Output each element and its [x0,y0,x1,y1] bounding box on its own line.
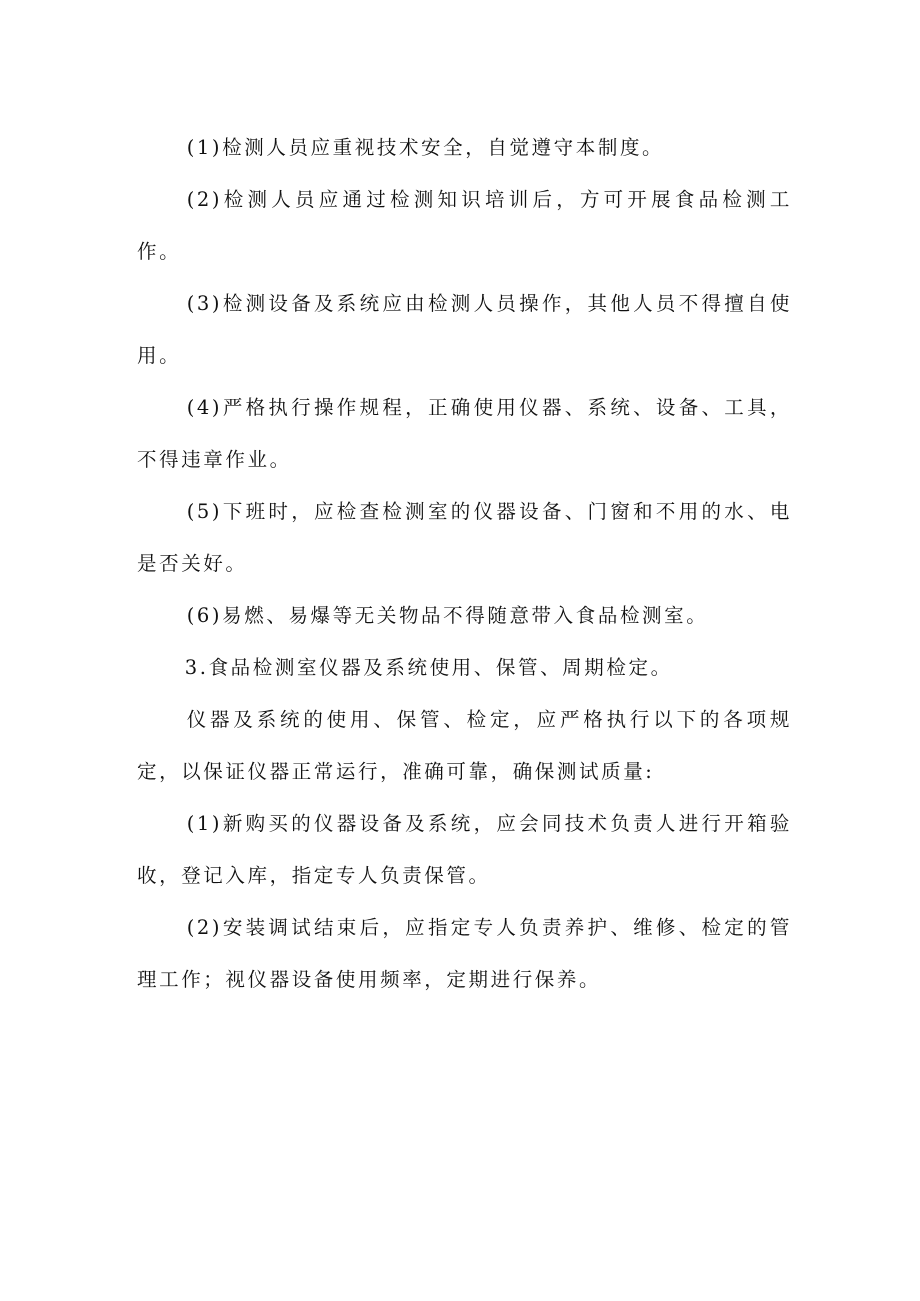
paragraph-rule-3: (3)检测设备及系统应由检测人员操作，其他人员不得擅自使用。 [137,292,792,367]
paragraph-instrument-rule-1: (1)新购买的仪器设备及系统，应会同技术负责人进行开箱验收，登记入库，指定专人负责保管。 [137,812,792,887]
paragraph-intro: 仪器及系统的使用、保管、检定，应严格执行以下的各项规定，以保证仪器正常运行，准确可靠，确保测试质量: [137,708,792,783]
section-heading-3: 3.食品检测室仪器及系统使用、保管、周期检定。 [184,656,673,679]
paragraph-rule-5: (5)下班时，应检查检测室的仪器设备、门窗和不用的水、电是否关好。 [137,500,792,575]
paragraph-rule-2: (2)检测人员应通过检测知识培训后，方可开展食品检测工作。 [137,188,792,263]
paragraph-rule-6: (6)易燃、易爆等无关物品不得随意带入食品检测室。 [186,604,709,627]
paragraph-rule-4: (4)严格执行操作规程，正确使用仪器、系统、设备、工具，不得违章作业。 [137,396,792,471]
document-body [137,122,792,1006]
paragraph-instrument-rule-2: (2)安装调试结束后，应指定专人负责养护、维修、检定的管理工作；视仪器设备使用频率，定期进行保养。 [137,916,792,991]
paragraph-rule-1: (1)检测人员应重视技术安全，自觉遵守本制度。 [186,136,665,159]
